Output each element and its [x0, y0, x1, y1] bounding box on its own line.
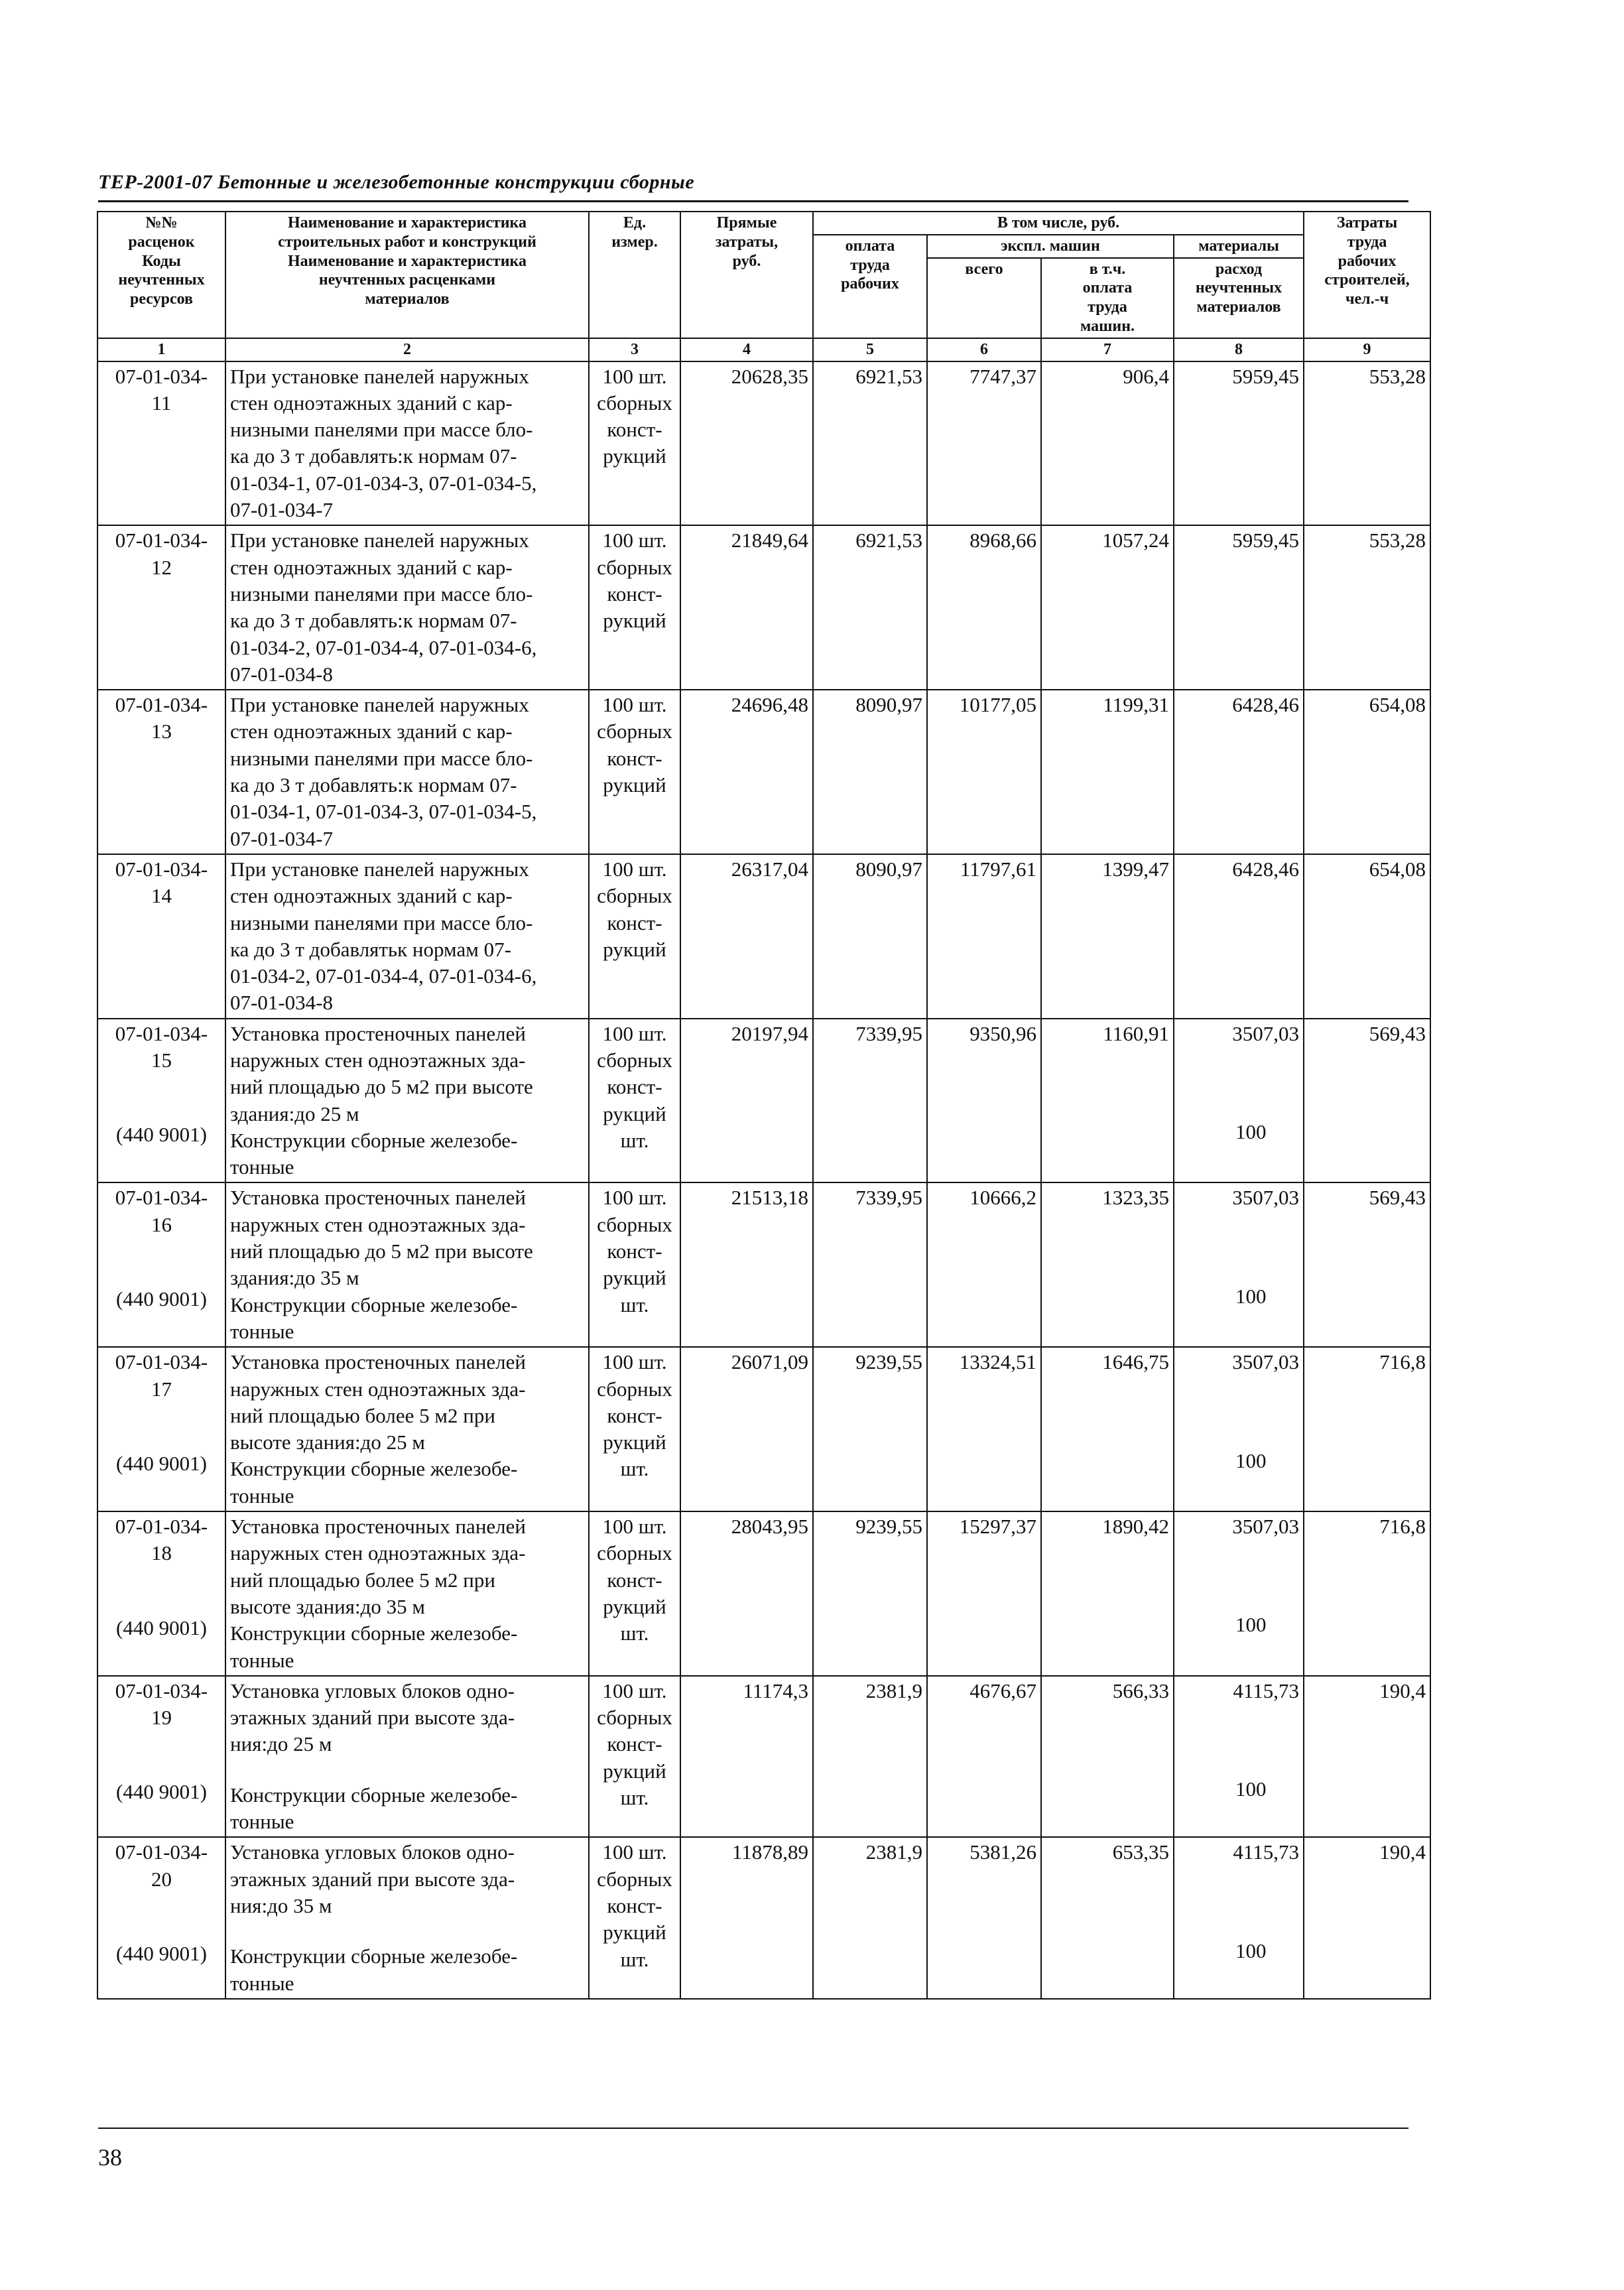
unit-of-measure: 100 шт. сборных конст- рукций шт. — [589, 1347, 680, 1511]
machine-operator-pay: 1160,91 — [1041, 1019, 1174, 1183]
machine-operator-pay: 1199,31 — [1041, 690, 1174, 854]
machines-total: 7747,37 — [927, 361, 1041, 526]
machines-total: 15297,37 — [927, 1511, 1041, 1676]
resource-qty: 100 — [1235, 1777, 1267, 1801]
direct-cost: 26071,09 — [680, 1347, 813, 1511]
machine-operator-pay: 1646,75 — [1041, 1347, 1174, 1511]
resource-unit: шт. — [620, 1128, 649, 1152]
direct-cost: 21849,64 — [680, 525, 813, 690]
head-machines: экспл. машин — [927, 235, 1174, 258]
labor-pay: 2381,9 — [813, 1676, 927, 1837]
header-divider — [98, 200, 1408, 202]
col-number: 7 — [1041, 338, 1174, 361]
col-number: 4 — [680, 338, 813, 361]
materials-cost: 5959,45 — [1174, 361, 1304, 526]
rate-code: 07-01-034- 12 — [97, 525, 225, 690]
resource-code: (440 9001) — [116, 1123, 207, 1147]
column-number-row — [97, 338, 1430, 361]
head-name: Наименование и характеристика строительных работ и конструкций Наименование и характеристика неучтенных расценками материалов — [225, 212, 589, 338]
machine-operator-pay: 1890,42 — [1041, 1511, 1174, 1676]
head-rate-code: №№ расценок Коды неучтенных ресурсов — [97, 212, 225, 338]
labor-hours: 654,08 — [1304, 854, 1430, 1019]
materials-cost: 3507,03 100 — [1174, 1347, 1304, 1511]
table-row — [97, 1511, 1430, 1676]
resource-qty: 100 — [1235, 1939, 1267, 1962]
labor-hours: 190,4 — [1304, 1837, 1430, 1998]
labor-hours: 553,28 — [1304, 525, 1430, 690]
table-row — [97, 525, 1430, 690]
rate-code: 07-01-034- 15 (440 9001) — [97, 1019, 225, 1183]
labor-pay: 9239,55 — [813, 1347, 927, 1511]
table-row — [97, 1019, 1430, 1183]
rate-code: 07-01-034- 13 — [97, 690, 225, 854]
labor-hours: 569,43 — [1304, 1019, 1430, 1183]
materials-cost: 3507,03 100 — [1174, 1182, 1304, 1347]
machine-operator-pay: 1323,35 — [1041, 1182, 1174, 1347]
footer-divider — [98, 2128, 1408, 2129]
materials-cost: 4115,73 100 — [1174, 1837, 1304, 1998]
machine-operator-pay: 653,35 — [1041, 1837, 1174, 1998]
work-description: Установка простеночных панелей наружных стен одноэтажных зда- ний площадью до 5 м2 при высоте здания:до 25 м Конструкции сборные железобе- тонные — [225, 1019, 589, 1183]
col-number: 9 — [1304, 338, 1430, 361]
resource-unit: шт. — [620, 1293, 649, 1316]
resource-code: (440 9001) — [116, 1780, 207, 1804]
resource-code: (440 9001) — [116, 1616, 207, 1639]
labor-pay: 6921,53 — [813, 525, 927, 690]
resource-qty: 100 — [1235, 1448, 1267, 1472]
direct-cost: 24696,48 — [680, 690, 813, 854]
direct-cost: 26317,04 — [680, 854, 813, 1019]
unit-of-measure: 100 шт. сборных конст- рукций — [589, 525, 680, 690]
direct-cost: 11174,3 — [680, 1676, 813, 1837]
machine-operator-pay: 566,33 — [1041, 1676, 1174, 1837]
machine-operator-pay: 906,4 — [1041, 361, 1174, 526]
work-description: При установке панелей наружных стен одноэтажных зданий с кар- низными панелями при массе бло- ка до 3 т добавлять:к нормам 07- 01-034-2, 07-01-034-4, 07-01-034-6, 07-01-034-8 — [225, 525, 589, 690]
head-direct-cost: Прямые затраты, руб. — [680, 212, 813, 338]
page-number: 38 — [98, 2144, 122, 2171]
resource-unit: шт. — [620, 1947, 649, 1971]
resource-qty: 100 — [1235, 1613, 1267, 1637]
work-description: Установка простеночных панелей наружных стен одноэтажных зда- ний площадью более 5 м2 при высоте здания:до 25 м Конструкции сборные железобе- тонные — [225, 1347, 589, 1511]
table-row — [97, 854, 1430, 1019]
materials-cost: 6428,46 — [1174, 854, 1304, 1019]
labor-hours: 553,28 — [1304, 361, 1430, 526]
unit-of-measure: 100 шт. сборных конст- рукций шт. — [589, 1837, 680, 1998]
unit-of-measure: 100 шт. сборных конст- рукций — [589, 690, 680, 854]
head-materials: материалы — [1174, 235, 1304, 258]
rate-code: 07-01-034- 16 (440 9001) — [97, 1182, 225, 1347]
machines-total: 8968,66 — [927, 525, 1041, 690]
labor-hours: 716,8 — [1304, 1347, 1430, 1511]
machines-total: 5381,26 — [927, 1837, 1041, 1998]
machines-total: 9350,96 — [927, 1019, 1041, 1183]
col-number: 8 — [1174, 338, 1304, 361]
head-unit: Ед. измер. — [589, 212, 680, 338]
work-description: Установка простеночных панелей наружных стен одноэтажных зда- ний площадью более 5 м2 при высоте здания:до 35 м Конструкции сборные железобе- тонные — [225, 1511, 589, 1676]
direct-cost: 21513,18 — [680, 1182, 813, 1347]
labor-pay: 2381,9 — [813, 1837, 927, 1998]
work-description: При установке панелей наружных стен одноэтажных зданий с кар- низными панелями при массе бло- ка до 3 т добавлять:к нормам 07- 01-034-1, 07-01-034-3, 07-01-034-5, 07-01-034-7 — [225, 361, 589, 526]
machines-total: 10666,2 — [927, 1182, 1041, 1347]
direct-cost: 20197,94 — [680, 1019, 813, 1183]
resource-qty: 100 — [1235, 1120, 1267, 1143]
col-number: 3 — [589, 338, 680, 361]
resource-unit: шт. — [620, 1786, 649, 1810]
resource-unit: шт. — [620, 1457, 649, 1481]
labor-pay: 6921,53 — [813, 361, 927, 526]
page-header-title: ТЕР-2001-07 Бетонные и железобетонные конструкции сборные — [98, 171, 695, 193]
materials-cost: 3507,03 100 — [1174, 1511, 1304, 1676]
labor-pay: 8090,97 — [813, 690, 927, 854]
labor-hours: 569,43 — [1304, 1182, 1430, 1347]
table-body — [97, 361, 1430, 1999]
unit-of-measure: 100 шт. сборных конст- рукций шт. — [589, 1182, 680, 1347]
materials-cost: 6428,46 — [1174, 690, 1304, 854]
table-row — [97, 1837, 1430, 1998]
rate-code: 07-01-034- 20 (440 9001) — [97, 1837, 225, 1998]
table-row — [97, 361, 1430, 526]
labor-hours: 654,08 — [1304, 690, 1430, 854]
labor-pay: 7339,95 — [813, 1019, 927, 1183]
col-number: 5 — [813, 338, 927, 361]
rates-table — [97, 211, 1431, 2000]
labor-hours: 716,8 — [1304, 1511, 1430, 1676]
labor-pay: 7339,95 — [813, 1182, 927, 1347]
col-number: 6 — [927, 338, 1041, 361]
unit-of-measure: 100 шт. сборных конст- рукций — [589, 854, 680, 1019]
rate-code: 07-01-034- 17 (440 9001) — [97, 1347, 225, 1511]
work-description: Установка угловых блоков одно- этажных зданий при высоте зда- ния:до 35 м Конструкции сборные железобе- тонные — [225, 1837, 589, 1998]
rate-code: 07-01-034- 18 (440 9001) — [97, 1511, 225, 1676]
head-materials-consumption: расход неучтенных материалов — [1174, 258, 1304, 338]
rate-code: 07-01-034- 11 — [97, 361, 225, 526]
machine-operator-pay: 1057,24 — [1041, 525, 1174, 690]
unit-of-measure: 100 шт. сборных конст- рукций — [589, 361, 680, 526]
head-machine-operator-pay: в т.ч. оплата труда машин. — [1041, 258, 1174, 338]
table-row — [97, 1676, 1430, 1837]
materials-cost: 5959,45 — [1174, 525, 1304, 690]
machine-operator-pay: 1399,47 — [1041, 854, 1174, 1019]
unit-of-measure: 100 шт. сборных конст- рукций шт. — [589, 1676, 680, 1837]
resource-code: (440 9001) — [116, 1941, 207, 1965]
table-row — [97, 1347, 1430, 1511]
unit-of-measure: 100 шт. сборных конст- рукций шт. — [589, 1511, 680, 1676]
direct-cost: 11878,89 — [680, 1837, 813, 1998]
resource-code: (440 9001) — [116, 1451, 207, 1475]
machines-total: 10177,05 — [927, 690, 1041, 854]
direct-cost: 20628,35 — [680, 361, 813, 526]
resource-qty: 100 — [1235, 1284, 1267, 1308]
col-number: 2 — [225, 338, 589, 361]
head-machines-total: всего — [927, 258, 1041, 338]
col-number: 1 — [97, 338, 225, 361]
head-including-group: В том числе, руб. — [813, 212, 1304, 235]
resource-unit: шт. — [620, 1622, 649, 1645]
head-labor-hours: Затраты труда рабочих строителей, чел.-ч — [1304, 212, 1430, 338]
direct-cost: 28043,95 — [680, 1511, 813, 1676]
materials-cost: 3507,03 100 — [1174, 1019, 1304, 1183]
labor-hours: 190,4 — [1304, 1676, 1430, 1837]
work-description: Установка угловых блоков одно- этажных зданий при высоте зда- ния:до 25 м Конструкции сборные железобе- тонные — [225, 1676, 589, 1837]
head-labor-pay: оплата труда рабочих — [813, 235, 927, 338]
rate-code: 07-01-034- 19 (440 9001) — [97, 1676, 225, 1837]
machines-total: 13324,51 — [927, 1347, 1041, 1511]
materials-cost: 4115,73 100 — [1174, 1676, 1304, 1837]
machines-total: 4676,67 — [927, 1676, 1041, 1837]
work-description: При установке панелей наружных стен одноэтажных зданий с кар- низными панелями при массе бло- ка до 3 т добавлять:к нормам 07- 01-034-1, 07-01-034-3, 07-01-034-5, 07-01-034-7 — [225, 690, 589, 854]
work-description: Установка простеночных панелей наружных стен одноэтажных зда- ний площадью до 5 м2 при высоте здания:до 35 м Конструкции сборные железобе- тонные — [225, 1182, 589, 1347]
table-row — [97, 690, 1430, 854]
unit-of-measure: 100 шт. сборных конст- рукций шт. — [589, 1019, 680, 1183]
resource-code: (440 9001) — [116, 1287, 207, 1311]
labor-pay: 8090,97 — [813, 854, 927, 1019]
rate-code: 07-01-034- 14 — [97, 854, 225, 1019]
table-row — [97, 1182, 1430, 1347]
machines-total: 11797,61 — [927, 854, 1041, 1019]
labor-pay: 9239,55 — [813, 1511, 927, 1676]
work-description: При установке панелей наружных стен одноэтажных зданий с кар- низными панелями при массе бло- ка до 3 т добавлятьк нормам 07- 01-034-2, 07-01-034-4, 07-01-034-6, 07-01-034-8 — [225, 854, 589, 1019]
